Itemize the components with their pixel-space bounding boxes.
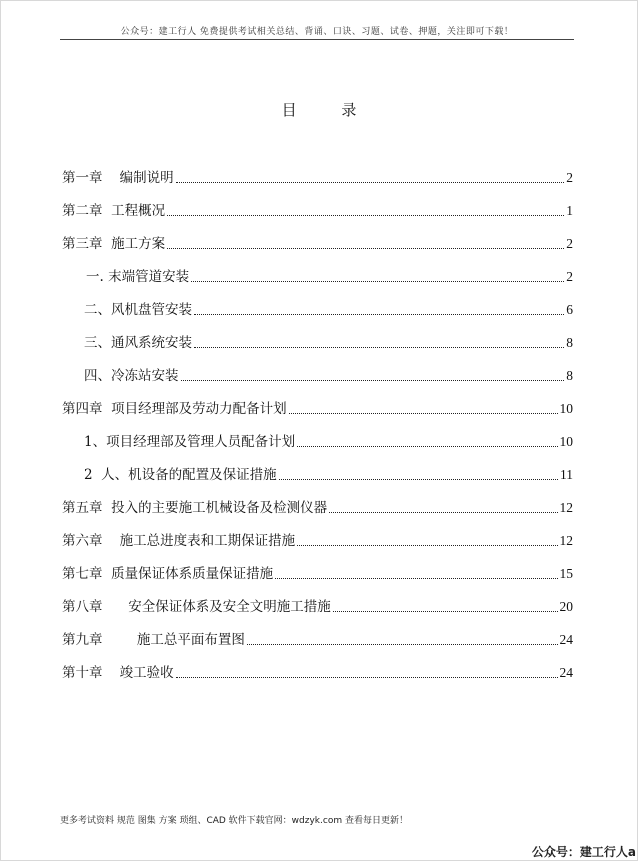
toc-entry-chapter-6[interactable] (62, 527, 573, 549)
toc-entry-chapter-2[interactable] (62, 197, 573, 219)
dot-leader (329, 512, 557, 513)
toc-entry-section-3-3[interactable] (84, 329, 573, 351)
toc-entry-chapter-7[interactable] (62, 560, 573, 582)
toc-entry-page: 12 (559, 500, 573, 515)
toc-entry-label: 第六章 施工总进度表和工期保证措施 (62, 533, 296, 549)
toc-entry-label: 三、通风系统安装 (84, 335, 192, 351)
toc-entry-label: 2 人、机设备的配置及保证措施 (84, 467, 277, 483)
toc-entry-label: 第十章 竣工验收 (62, 665, 174, 681)
dot-leader (167, 248, 564, 249)
toc-entry-chapter-10[interactable] (62, 659, 573, 681)
toc-entry-label: 二、风机盘管安装 (84, 302, 192, 318)
dot-leader (333, 611, 558, 612)
dot-leader (247, 644, 558, 645)
dot-leader (176, 677, 558, 678)
toc-entry-section-3-2[interactable] (84, 296, 573, 318)
dot-leader (297, 446, 557, 447)
footer-note: 更多考试资料 规范 图集 方案 琐组、CAD 软件下载官网：wdzyk.com 查看每日更新！ (60, 816, 408, 826)
dot-leader (167, 215, 564, 216)
toc-entry-section-3-4[interactable] (84, 362, 573, 384)
dot-leader (176, 182, 565, 183)
dot-leader (194, 347, 564, 348)
toc-entry-chapter-4[interactable] (62, 395, 573, 417)
toc-entry-section-4-1[interactable] (84, 428, 573, 450)
toc-entry-page: 1 (566, 203, 573, 218)
toc-entry-page: 8 (566, 368, 573, 383)
toc-entry-chapter-5[interactable] (62, 494, 573, 516)
toc-entry-chapter-9[interactable] (62, 626, 573, 648)
toc-entry-label: 1、项目经理部及管理人员配备计划 (84, 434, 296, 450)
toc-entry-chapter-8[interactable] (62, 593, 573, 615)
dot-leader (181, 380, 565, 381)
toc-entry-label: 第七章 质量保证体系质量保证措施 (62, 566, 274, 582)
toc-entry-page: 24 (559, 632, 573, 647)
toc-title: 目 录 (281, 101, 377, 119)
dot-leader (191, 281, 564, 282)
toc-entry-page: 2 (566, 236, 573, 251)
toc-entry-page: 2 (566, 170, 573, 185)
toc-entry-page: 6 (566, 302, 573, 317)
header-rule (60, 39, 574, 40)
toc-entry-page: 10 (559, 401, 573, 416)
toc-entry-page: 12 (559, 533, 573, 548)
toc-entry-page: 15 (559, 566, 573, 581)
dot-leader (275, 578, 557, 579)
toc-entry-page: 8 (566, 335, 573, 350)
toc-entry-chapter-3[interactable] (62, 230, 573, 252)
dot-leader (297, 545, 557, 546)
toc-entry-page: 24 (559, 665, 573, 680)
toc-entry-label: 第一章 编制说明 (62, 170, 174, 186)
dot-leader (279, 479, 558, 480)
toc-entry-page: 20 (559, 599, 573, 614)
toc-entry-chapter-1[interactable] (62, 164, 573, 186)
dot-leader (194, 314, 564, 315)
toc-entry-label: 一. 末端管道安装 (86, 269, 190, 285)
toc-entry-section-3-1[interactable] (86, 263, 573, 285)
toc-entry-label: 四、冷冻站安装 (84, 368, 179, 384)
toc-entry-label: 第二章 工程概况 (62, 203, 166, 219)
dot-leader (289, 413, 558, 414)
toc-entry-section-4-2[interactable] (84, 461, 573, 483)
toc-entry-label: 第五章 投入的主要施工机械设备及检测仪器 (62, 500, 328, 516)
toc-entry-label: 第三章 施工方案 (62, 236, 166, 252)
toc-entry-label: 第八章 安全保证体系及安全文明施工措施 (62, 599, 331, 615)
toc-entry-page: 10 (559, 434, 573, 449)
toc-entry-page: 11 (560, 467, 573, 482)
toc-entry-label: 第四章 项目经理部及劳动力配备计划 (62, 401, 287, 417)
watermark: 公众号：建工行人a (531, 845, 636, 859)
toc-entry-page: 2 (566, 269, 573, 284)
toc-entry-label: 第九章 施工总平面布置图 (62, 632, 245, 648)
header-note: 公众号：建工行人 免费提供考试相关总结、背诵、口诀、习题、试卷、押题，关注即可下载！ (120, 27, 514, 37)
